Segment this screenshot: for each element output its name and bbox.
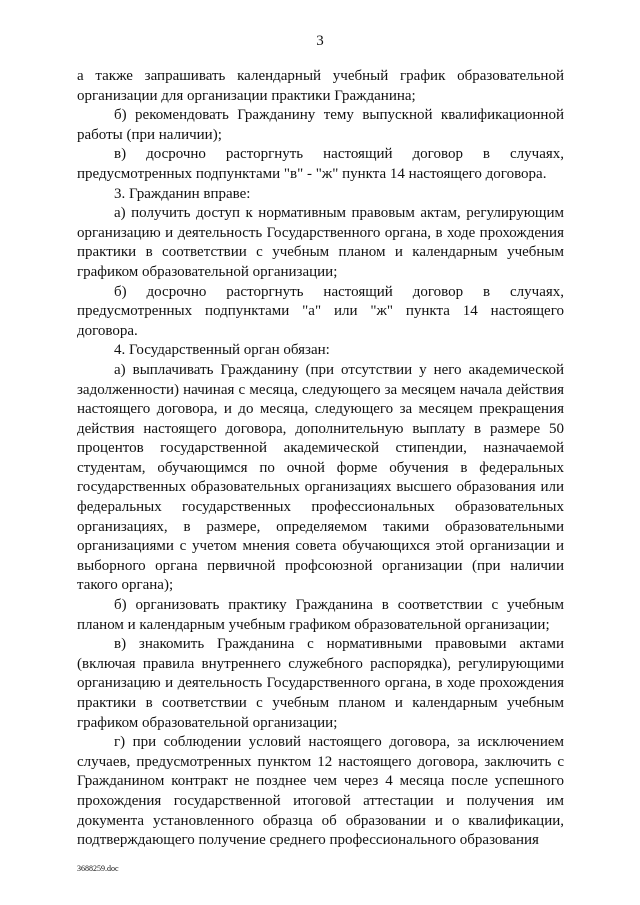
- paragraph-6: б) досрочно расторгнуть настоящий договор в случаях, предусмотренных подпунктами "а" или "ж" пункта 14 настоящего договора.: [77, 283, 564, 339]
- paragraph-7: 4. Государственный орган обязан:: [114, 342, 330, 359]
- paragraph-10: в) знакомить Гражданина с нормативными правовыми актами (включая правила внутреннего служебного распорядка), регулирующими организацию и деятельность Государственного органа, в ходе прохождения практики в соответствии с учебным планом и календарным учебным графиком образовательной организации;: [77, 636, 564, 731]
- paragraph-9: б) организовать практику Гражданина в соответствии с учебным планом и календарным учебным графиком образовательной организации;: [77, 597, 564, 633]
- paragraph-11: г) при соблюдении условий настоящего договора, за исключением случаев, предусмотренных пунктом 12 настоящего договора, заключить с Гражданином контракт не позднее чем через 4 месяца после успешного прохождения государственной итоговой аттестации и получения им документа установленного образца об образовании и о квалификации, подтверждающего получение среднего профессионального образования: [77, 734, 564, 849]
- paragraph-5: а) получить доступ к нормативным правовым актам, регулирующим организацию и деятельность Государственного органа, в ходе прохождения практики в соответствии с учебным планом и календарным учебным графиком образовательной организации;: [77, 205, 564, 280]
- paragraph-8: а) выплачивать Гражданину (при отсутствии у него академической задолженности) начиная с месяца, следующего за месяцем начала действия настоящего договора, и до месяца, следующего за месяцем прекращения действия настоящего договора, дополнительную выплату в размере 50 процентов государственной академической стипендии, назначаемой студентам, обучающимся по очной форме обучения в федеральных государственных образовательных организациях высшего образования или федеральных государственных профессиональных образовательных организациях, в размере, определяемом такими образовательными организациями с учетом мнения совета обучающихся этой организации и выборного органа первичной профсоюзной организации (при наличии такого органа);: [77, 361, 564, 594]
- paragraph-3: в) досрочно расторгнуть настоящий договор в случаях, предусмотренных подпунктами "в" - "ж" пункта 14 настоящего договора.: [77, 146, 564, 182]
- file-name-footer: 3688259.doc: [77, 864, 119, 873]
- paragraph-2: б) рекомендовать Гражданину тему выпускной квалификационной работы (при наличии);: [77, 107, 564, 143]
- page-number: 3: [316, 33, 324, 49]
- paragraph-4: 3. Гражданин вправе:: [114, 185, 251, 202]
- document-body: [77, 67, 564, 851]
- paragraph-1: а также запрашивать календарный учебный график образовательной организации для организации практики Гражданина;: [77, 68, 564, 104]
